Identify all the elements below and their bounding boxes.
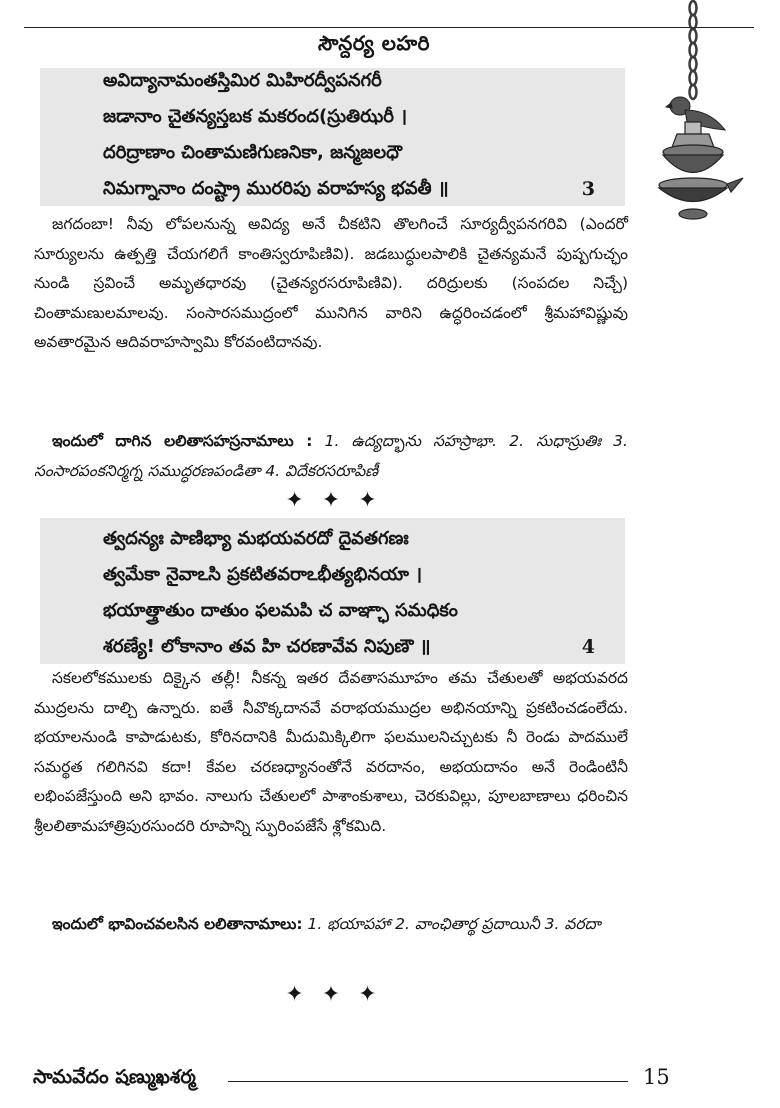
- page-number: 15: [643, 1065, 670, 1089]
- verse-4-commentary-text: సకలలోకములకు దిక్కైన తల్లీ! నీకన్న ఇతర దేవతాసమూహం తమ చేతులతో అభయవరద ముద్రలను దాల్చి ఉన్నారు. ఐతే నీవొక్కదానవే వరాభయముద్రల అభినయాన్ని ప్రకటించడంలేదు. భయాలనుండి కాపాడుటకు, కోరినదానికి మీదుమిక్కిలిగా ఫలములనిచ్చుటకు నీ రెండు పాదములే సమర్థత గలిగినవి కదా! కేవల చరణధ్యానంతోనే వరదానం, అభయదానం అనే రెండింటినీ లభింపజేస్తుంది అని భావం. నాలుగు చేతులలో పాశాంకుశాలు, చెరకువిల్లు, పూలబాణాలు ధరించిన శ్రీలలితామహాత్రిపురసుందరి రూపాన్ని స్ఫురింపజేసే శ్లోకమిది.: [34, 669, 628, 835]
- verse-4-line-3: భయాత్త్రాతుం దాతుం ఫలమపి చ వాఞ్ఛా సమధికం: [103, 600, 458, 621]
- verse-3-names: [34, 427, 628, 486]
- verse-4-names: [34, 910, 628, 940]
- footer-rule: [228, 1081, 628, 1082]
- verse-4-names-list: 1. భయాపహా 2. వాంఛితార్థ ప్రదాయినీ 3. వరదా: [307, 915, 601, 933]
- verse-4-line-1: త్వదన్యః పాణిభ్యా మభయవరదో దైవతగణః: [103, 528, 409, 549]
- verse-3-names-list: 1. ఉద్యద్భాను సహస్రాభా. 2. సుధాస్రుతిః 3. సంసారపంకనిర్మగ్న సముద్ధరణపండితా 4. విదేకరసరూపిణీ: [34, 432, 628, 480]
- verse-3-line-1: అవిద్యానామంతస్తిమిర మిహిరద్వీపనగరీ: [103, 70, 382, 91]
- section-separator-1: ✦✦✦: [285, 488, 395, 513]
- verse-3-names-label: ఇందులో దాగిన లలితాసహస్రనామాలు :: [52, 432, 313, 450]
- verse-3-line-2: జడానాం చైతన్యస్తబక మకరంద(స్రుతిఝరీ ।: [103, 106, 408, 127]
- verse-4-number: 4: [581, 636, 595, 658]
- verse-4-box: [40, 518, 625, 664]
- verse-3-box: [40, 68, 625, 206]
- lamp-chain: [690, 1, 697, 99]
- verse-4-line-2: త్వమేకా నైవాఽసి ప్రకటితవరాఽభీత్యభినయా ।: [103, 564, 423, 585]
- running-title: సౌన్దర్య లహరి: [318, 31, 430, 55]
- verse-4-names-label: ఇందులో భావించవలసిన లలితానామాలు:: [52, 915, 303, 933]
- footer-author: సామవేదం షణ్ముఖశర్మ: [33, 1066, 202, 1093]
- header-rule: [24, 27, 754, 55]
- section-separator-2: ✦✦✦: [285, 982, 395, 1007]
- verse-3-commentary: [34, 210, 628, 358]
- verse-4-line-4: శరణ్యే! లోకానాం తవ హి చరణావేవ నిపుణౌ ॥: [103, 636, 431, 657]
- verse-3-line-3: దరిద్రాణాం చింతామణిగుణనికా, జన్మజలధౌ: [103, 142, 402, 163]
- verse-3-line-4: నిమగ్నానాం దంష్ట్రా మురరిపు వరాహస్య భవతీ ॥: [103, 178, 449, 199]
- verse-4-commentary: [34, 664, 628, 841]
- verse-3-commentary-text: జగదంబా! నీవు లోపలనున్న అవిద్య అనే చీకటిని తొలగించే సూర్యద్వీపనగరివి (ఎందరో సూర్యులను ఉత్పత్తి చేయగలిగే కాంతిస్వరూపిణివి). జడబుద్ధులపాలికి చైతన్యమనే పుష్పగుచ్ఛం నుండి స్రవించే అమృతధారవు (చైతన్యరసరూపిణివి). దరిద్రులకు (సంపదల నిచ్చే) చింతామణులమాలవు. సంసారసముద్రంలో మునిగిన వారిని ఉద్ధరించడంలో శ్రీమహావిష్ణువు అవతారమైన ఆదివరాహస్వామి కోరవంటిదానవు.: [34, 215, 628, 351]
- verse-3-number: 3: [581, 178, 595, 200]
- lamp-body: [659, 122, 743, 219]
- hanging-lamp-illustration: [655, 0, 775, 240]
